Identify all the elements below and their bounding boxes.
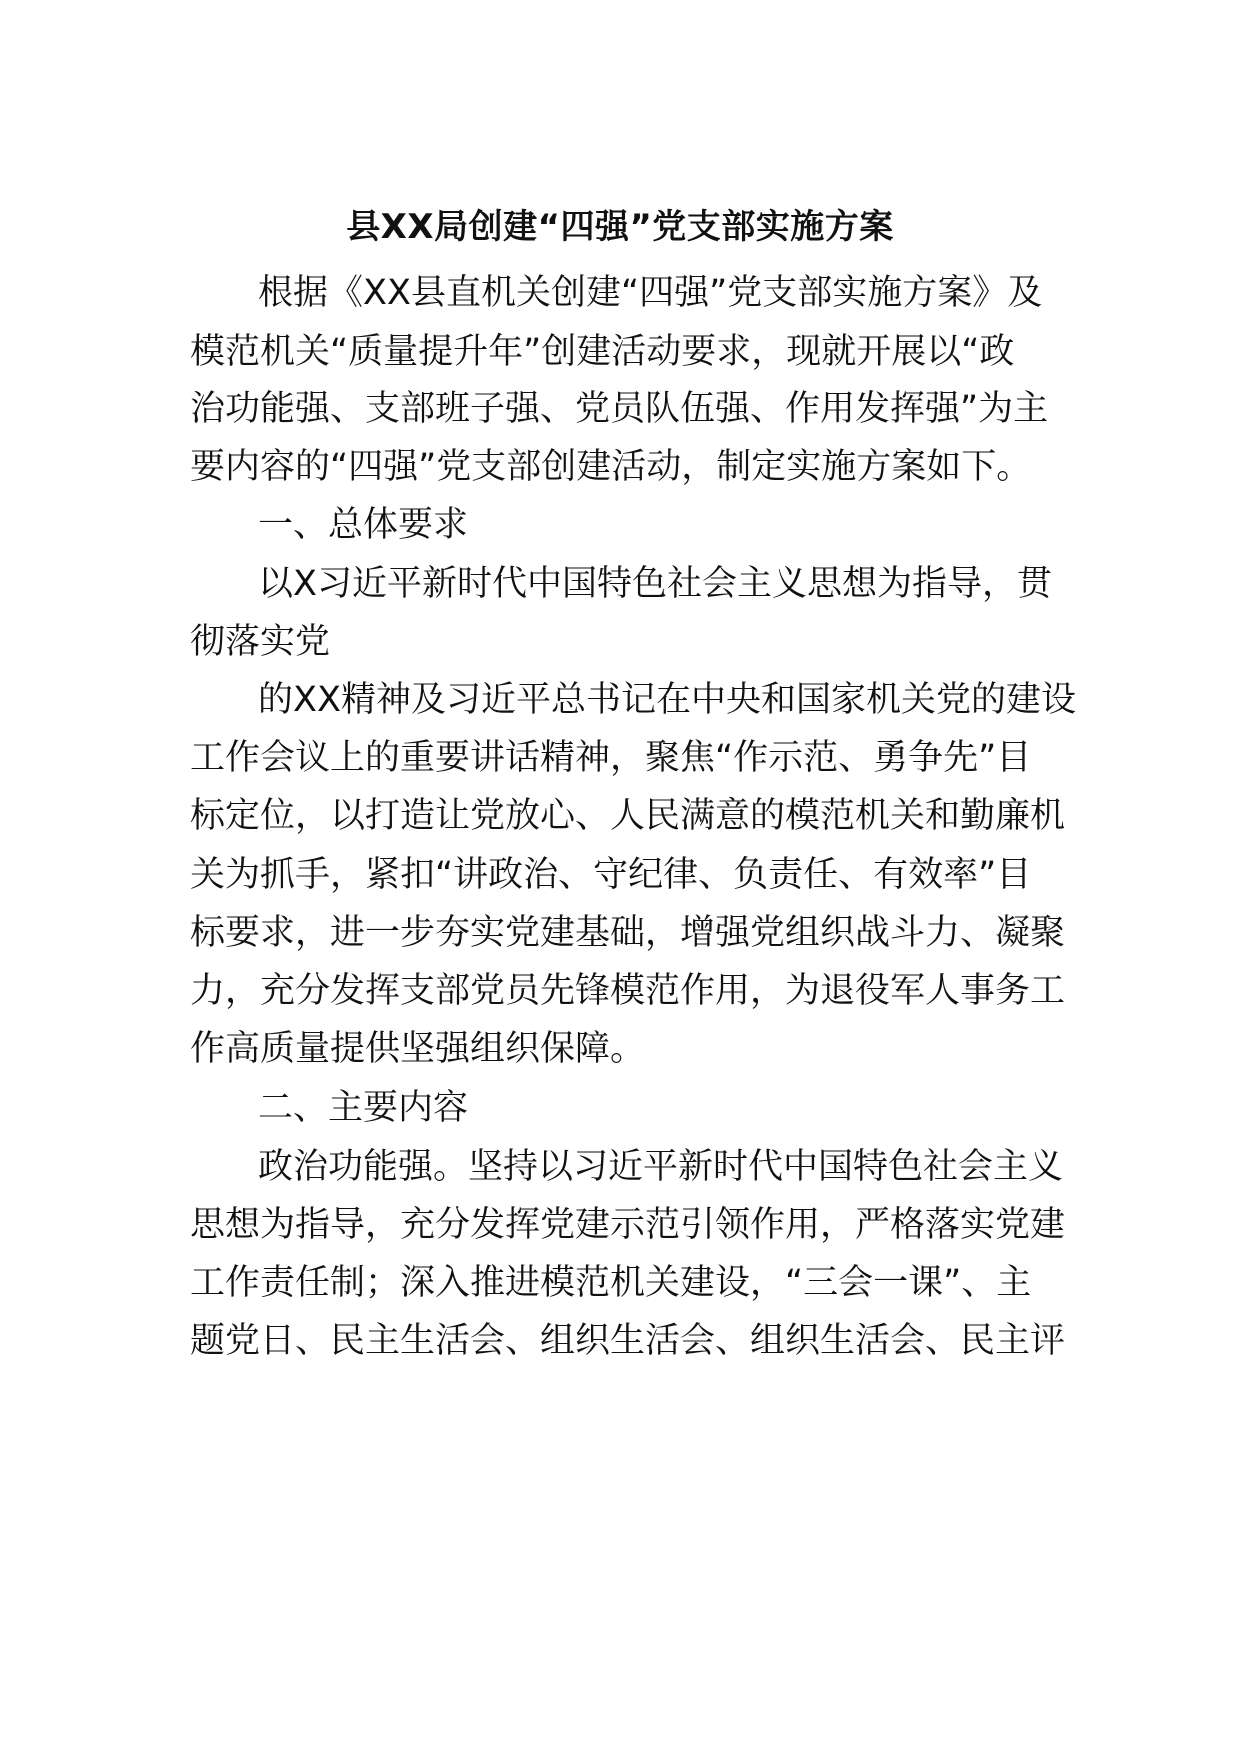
body-line: 工作责任制；深入推进模范机关建设，“三会一课”、主 [190, 1263, 1032, 1303]
body-line: 力，充分发挥支部党员先锋模范作用，为退役军人事务工 [190, 971, 1066, 1011]
document-title: 县XX局创建“四强”党支部实施方案 [346, 207, 894, 247]
body-line: 治功能强、支部班子强、党员队伍强、作用发挥强”为主 [190, 389, 1049, 429]
body-line: 以X习近平新时代中国特色社会主义思想为指导，贯 [258, 564, 1052, 604]
body-line: 模范机关“质量提升年”创建活动要求，现就开展以“政 [190, 332, 1015, 372]
body-line: 标要求，进一步夯实党建基础，增强党组织战斗力、凝聚 [190, 913, 1066, 953]
body-line: 思想为指导，充分发挥党建示范引领作用，严格落实党建 [190, 1205, 1066, 1245]
body-line: 题党日、民主生活会、组织生活会、组织生活会、民主评 [190, 1321, 1066, 1361]
section-heading: 一、总体要求 [258, 505, 469, 545]
body-line: 彻落实党 [190, 622, 331, 662]
body-line: 的XX精神及习近平总书记在中央和国家机关党的建设 [258, 680, 1076, 720]
body-line: 根据《XX县直机关创建“四强”党支部实施方案》及 [258, 273, 1043, 313]
body-line: 政治功能强。坚持以习近平新时代中国特色社会主义 [258, 1147, 1064, 1187]
body-line: 关为抓手，紧扣“讲政治、守纪律、负责任、有效率”目 [190, 855, 1032, 895]
body-line: 作高质量提供坚强组织保障。 [190, 1029, 646, 1069]
body-line: 工作会议上的重要讲话精神，聚焦“作示范、勇争先”目 [190, 738, 1032, 778]
section-heading: 二、主要内容 [258, 1088, 469, 1128]
body-line: 标定位，以打造让党放心、人民满意的模范机关和勤廉机 [190, 796, 1066, 836]
body-line: 要内容的“四强”党支部创建活动，制定实施方案如下。 [190, 447, 1032, 487]
